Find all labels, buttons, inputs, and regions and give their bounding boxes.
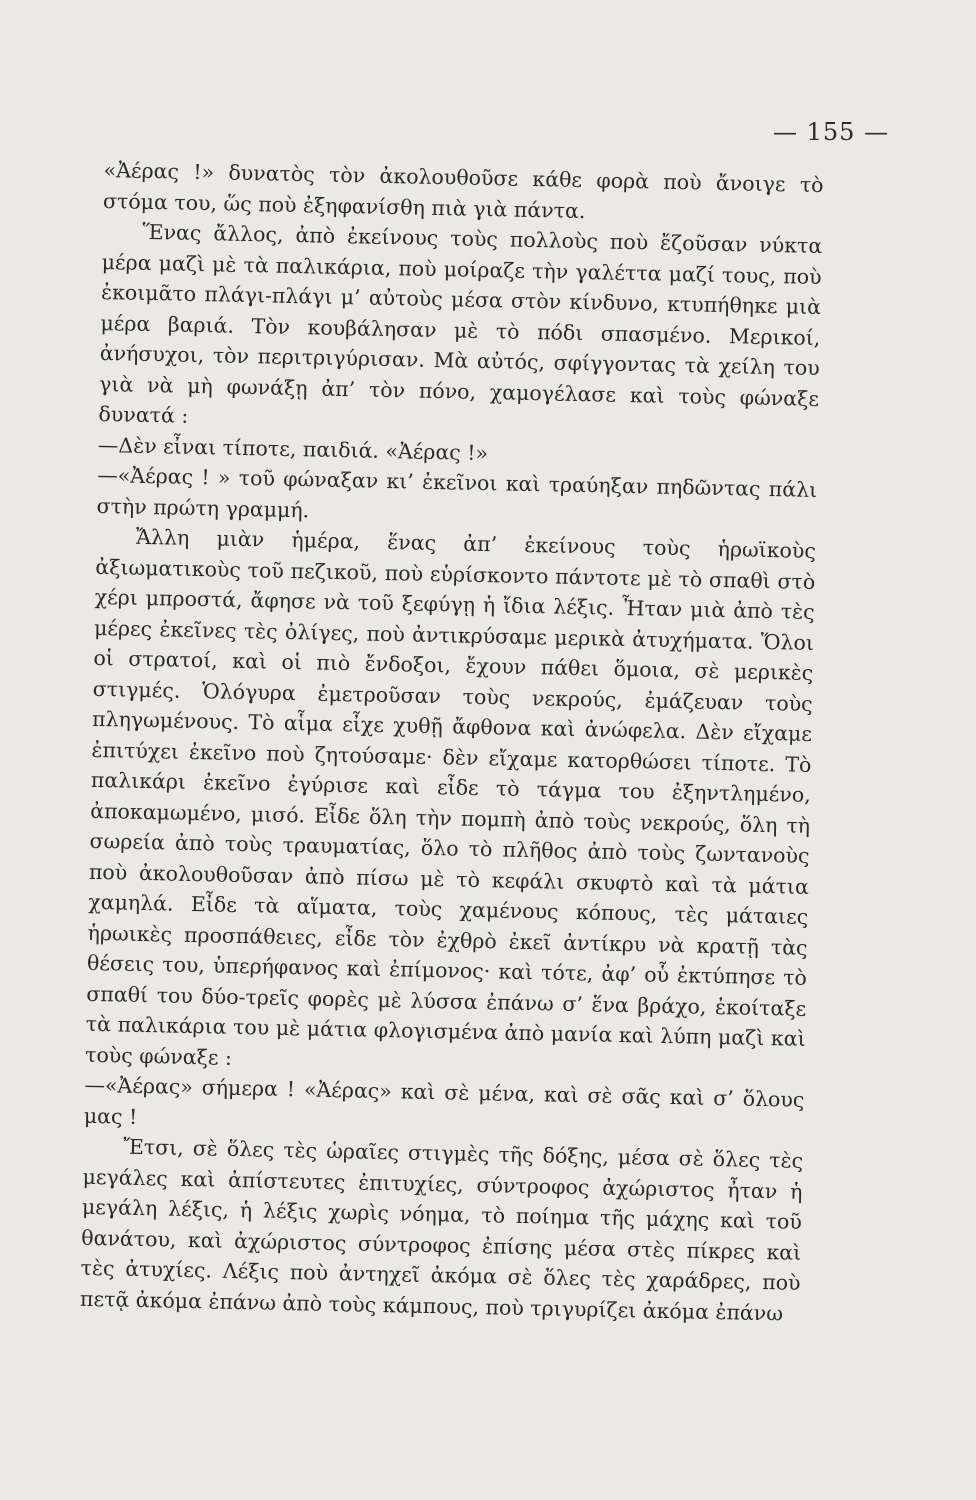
dialogue-line-2: —«Ἀέρας ! » τοῦ φώναξαν κι’ ἐκεῖνοι καὶ τραύηξαν πηδῶντας πάλι στὴν πρώτη γραμμή. (96, 462, 818, 522)
dialogue-line-1: —Δὲν εἶναι τίποτε, παιδιά. «Ἀέρας !» (97, 432, 489, 465)
paragraph-4: Ἔτσι, σὲ ὅλες τὲς ὡραῖες στιγμὲς τῆς δόξης, μέσα σὲ ὅλες τὲς μεγάλες καὶ ἀπίστευτες ἐπιτυχίες, σύντροφος ἀχώριστος ἦταν ἡ μεγάλη λέξις, ἡ λέξις χωρὶς νόημα, τὸ ποίημα τῆς μάχης καὶ τοῦ θανάτου, καὶ ἀχώριστος σύντροφος ἐπίσης μέσα στὲς πίκρες καὶ τὲς ἀτυχίες. Λέξις ποὺ ἀντηχεῖ ἀκόμα σὲ ὅλες τὲς χαράδρες, ποὺ πετᾷ ἀκόμα ἐπάνω ἀπὸ τοὺς κάμπους, ποὺ τριγυρίζει ἀκόμα ἐπάνω (79, 1134, 804, 1325)
page-number: — 155 — (773, 118, 890, 146)
paragraph-3: Ἄλλη μιὰν ἡμέρα, ἕνας ἀπ’ ἐκείνους τοὺς ἡρωϊκοὺς ἀξιωματικοὺς τοῦ πεζικοῦ, ποὺ εὑρίσκοντο πάντοτε μὲ τὸ σπαθὶ στὸ χέρι μπροστά, ἄφησε νὰ τοῦ ξεφύγῃ ἡ ἴδια λέξις. Ἦταν μιὰ ἀπὸ τὲς μέρες ἐκεῖνες τὲς ὀλίγες, ποὺ ἀντικρύσαμε μερικὰ ἀτυχήματα. Ὅλοι οἱ στρατοί, καὶ οἱ πιὸ ἔνδοξοι, ἔχουν πάθει ὅμοια, σὲ μερικὲς στιγμές. Ὁλόγυρα ἐμετροῦσαν τοὺς νεκρούς, ἐμάζευαν τοὺς πληγωμένους. Τὸ αἷμα εἶχε χυθῇ ἄφθονα καὶ ἀνώφελα. Δὲν εἴχαμε ἐπιτύχει ἐκεῖνο ποὺ ζητούσαμε· δὲν εἴχαμε κατορθώσει τίποτε. Τὸ παλικάρι ἐκεῖνο ἐγύρισε καὶ εἶδε τὸ τάγμα του ἐξηντλημένο, ἀποκαμωμένο, μισό. Εἶδε ὅλη τὴν πομπὴ ἀπὸ τοὺς νεκρούς, ὅλη τὴ σωρεία ἀπὸ τοὺς τραυματίας, ὅλο τὸ πλῆθος ἀπὸ τοὺς ζωντανοὺς ποὺ ἀκολουθοῦσαν ἀπὸ πίσω μὲ τὸ κεφάλι σκυφτὸ καὶ τὰ μάτια χαμηλά. Εἶδε τὰ αἵματα, τοὺς χαμένους κόπους, τὲς μάταιες ἡρωικὲς προσπάθειες, εἶδε τὸν ἐχθρὸ ἐκεῖ ἀντίκρυ νὰ κρατῇ τὰς θέσεις του, ὑπερήφανος καὶ ἐπίμονος· καὶ τότε, ἀφ’ οὗ ἐκτύπησε τὸ σπαθί του δύο-τρεῖς φορὲς μὲ λύσσα ἐπάνω σ’ ἕνα βράχο, ἐκοίταξε τὰ παλικάρια του μὲ μάτια φλογισμένα ἀπὸ μανία καὶ λύπη μαζὶ καὶ τοὺς φώναξε : (84, 524, 817, 1070)
dialogue-line-3: —«Ἀέρας» σήμερα ! «Ἀέρας» καὶ σὲ μένα, καὶ σὲ σᾶς καὶ σ’ ὅλους μας ! (83, 1072, 805, 1129)
body-text (80, 155, 824, 1329)
paragraph-1: «Ἀέρας !» δυνατὸς τὸν ἀκολουθοῦσε κάθε φορὰ ποὺ ἄνοιγε τὸ στόμα του, ὥς ποὺ ἐξηφανίσθη πιὰ γιὰ πάντα. (102, 157, 824, 223)
paragraph-2: Ἕνας ἄλλος, ἀπὸ ἐκείνους τοὺς πολλοὺς ποὺ ἔζοῦσαν νύκτα μέρα μαζὶ μὲ τὰ παλικάρια, ποὺ μοίραζε τὴν γαλέττα μαζί τους, ποὺ ἐκοιμᾶτο πλάγι-πλάγι μ’ αὐτοὺς μέσα στὸν κίνδυνο, κτυπήθηκε μιὰ μέρα βαριά. Τὸν κουβάλησαν μὲ τὸ πόδι σπασμένο. Μερικοί, ἀνήσυχοι, τὸν περιτριγύρισαν. Μὰ αὐτός, σφίγγοντας τὰ χείλη του γιὰ νὰ μὴ φωνάξῃ ἀπ’ τὸν πόνο, χαμογέλασε καὶ τοὺς φώναξε δυνατά : (98, 219, 823, 428)
